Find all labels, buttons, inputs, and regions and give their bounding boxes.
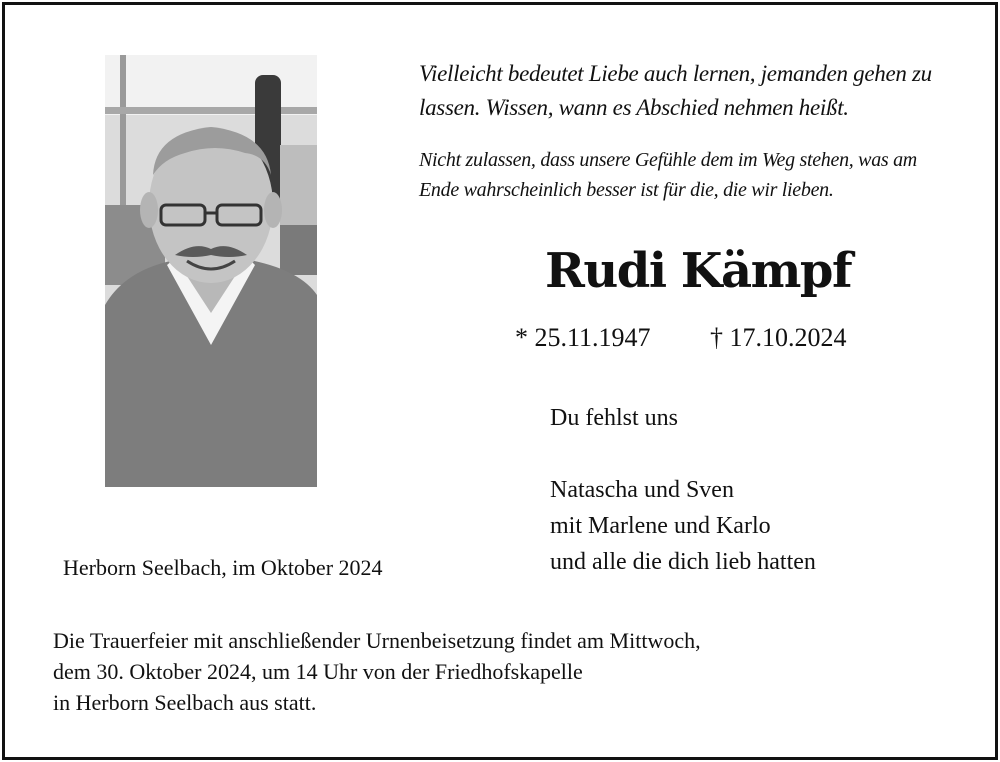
obituary-frame <box>2 2 998 760</box>
farewell-message: Du fehlst uns <box>550 405 678 431</box>
mourner-line: mit Marlene und Karlo <box>550 513 771 539</box>
birth-date: * 25.11.1947 <box>515 323 651 352</box>
place-and-date: Herborn Seelbach, im Oktober 2024 <box>63 555 383 580</box>
quote-secondary-line: Nicht zulassen, dass unsere Gefühle dem im Weg stehen, was am <box>419 149 917 171</box>
funeral-notice-line: dem 30. Oktober 2024, um 14 Uhr von der Friedhofskapelle <box>53 659 583 684</box>
mourner-line: Natascha und Sven <box>550 477 734 503</box>
quote-primary-line: Vielleicht bedeutet Liebe auch lernen, jemanden gehen zu <box>419 61 932 86</box>
funeral-notice-line: Die Trauerfeier mit anschließender Urnenbeisetzung findet am Mittwoch, <box>53 628 701 653</box>
quote-secondary <box>419 145 959 205</box>
mourner-line: und alle die dich lieb hatten <box>550 549 816 575</box>
mourners-list <box>550 472 816 580</box>
portrait-image <box>105 55 317 487</box>
quote-primary <box>419 57 959 125</box>
funeral-notice <box>53 625 701 718</box>
portrait-photo <box>105 55 317 487</box>
deceased-name: Rudi Kämpf <box>545 243 852 299</box>
funeral-notice-line: in Herborn Seelbach aus statt. <box>53 690 317 715</box>
quote-secondary-line: Ende wahrscheinlich besser ist für die, die wir lieben. <box>419 179 834 201</box>
death-date: † 17.10.2024 <box>710 323 847 352</box>
quote-primary-line: lassen. Wissen, wann es Abschied nehmen heißt. <box>419 95 849 120</box>
